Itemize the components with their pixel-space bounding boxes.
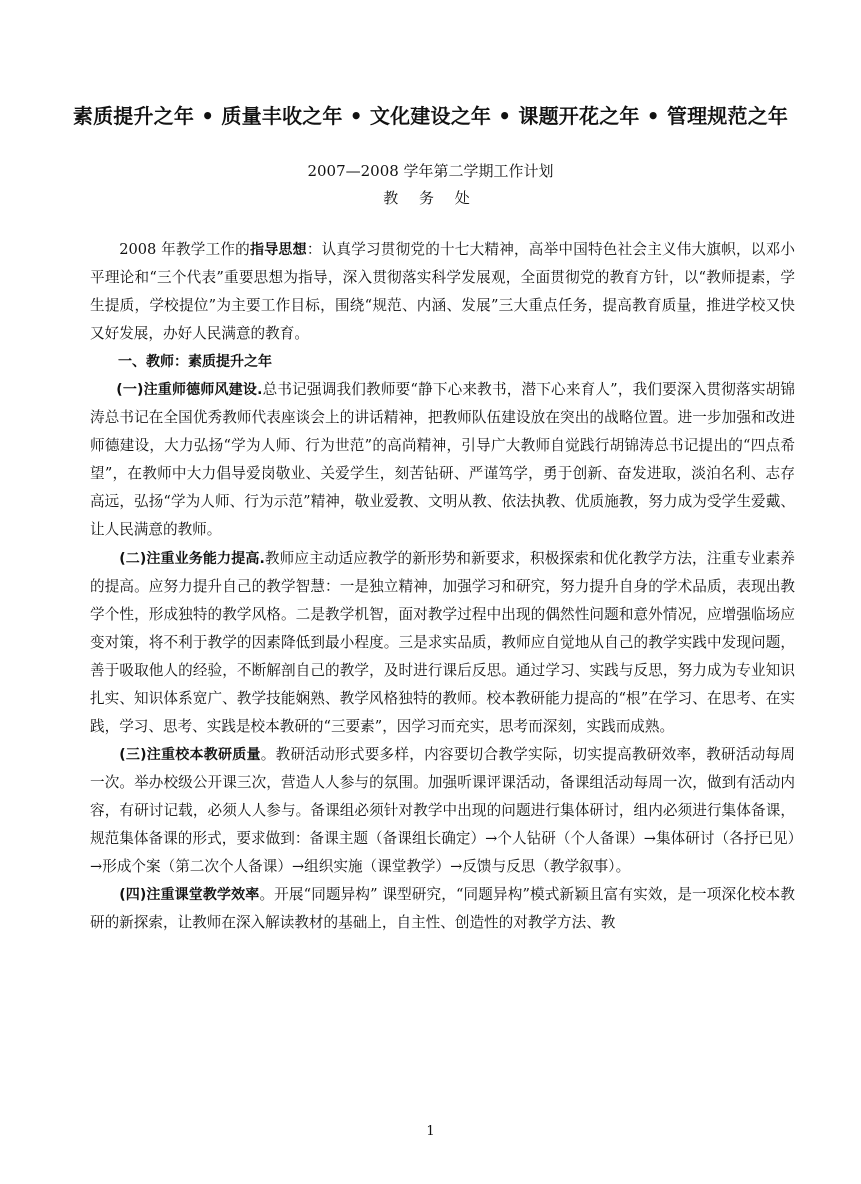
section-paragraph-4 xyxy=(90,881,795,937)
department-name: 教 务 处 xyxy=(383,189,478,207)
document-body xyxy=(90,236,795,937)
section-4-text: 。开展“同题异构” 课型研究，“同题异构”模式新颖且富有实效，是一项深化校本教研的新探索，让教师在深入解读教材的基础上，自主性、创造性的对教学方法、教 xyxy=(90,886,795,932)
section-1-label: (一)注重师德师风建设. xyxy=(116,382,263,399)
document-subtitle: 2007—2008 学年第二学期工作计划 xyxy=(307,162,554,180)
page-number: 1 xyxy=(426,1124,435,1139)
section-3-label: (三)注重校本教研质量 xyxy=(119,746,261,763)
section-1-text: 总书记强调我们教师要“静下心来教书，潜下心来育人”，我们要深入贯彻落实胡锦涛总书记在全国优秀教师代表座谈会上的讲话精神，把教师队伍建设放在突出的战略位置。进一步加强和改进师德建设，大力弘扬“学为人师、行为世范”的高尚精神，引导广大教师自觉践行胡锦涛总书记提出的“四点希望”，在教师中大力倡导爱岗敬业、关爱学生，刻苦钻研、严谨笃学，勇于创新、奋发进取，淡泊名利、志存高远，弘扬“学为人师、行为示范”精神，敬业爱教、文明从教、依法执教、优质施教，努力成为受学生爱戴、让人民满意的教师。 xyxy=(90,381,795,539)
intro-bold-term: 指导思想 xyxy=(249,242,307,258)
section-3-text: 。教研活动形式要多样，内容要切合教学实际，切实提高教研效率，教研活动每周一次。举办校级公开课三次，营造人人参与的氛围。加强听课评课活动，备课组活动每周一次，做到有活动内容，有研讨记载，必须人人参与。备课组必须针对教学中出现的问题进行集体研讨，组内必须进行集体备课，规范集体备课的形式，要求做到：备课主题（备课组长确定）→个人钻研（个人备课）→集体研讨（各抒已见）→形成个案（第二次个人备课）→组织实施（课堂教学）→反馈与反思（教学叙事）。 xyxy=(90,745,795,876)
section-heading: 一、教师：素质提升之年 xyxy=(118,354,272,371)
document-title: 素质提升之年 • 质量丰收之年 • 文化建设之年 • 课题开花之年 • 管理规范之年 xyxy=(72,104,789,128)
section-paragraph-2 xyxy=(90,545,795,741)
intro-paragraph xyxy=(90,236,795,348)
section-2-label: (二)注重业务能力提高. xyxy=(119,550,265,567)
intro-text: ：认真学习贯彻党的十七大精神，高举中国特色社会主义伟大旗帜，以邓小平理论和“三个代表”重要思想为指导，深入贯彻落实科学发展观，全面贯彻党的教育方针，以“教师提素，学生提质，学校提位”为主要工作目标，围绕“规范、内涵、发展”三大重点任务，提高教育质量，推进学校又快又好发展，办好人民满意的教育。 xyxy=(90,241,796,343)
section-paragraph-3 xyxy=(90,741,795,881)
section-2-text: 教师应主动适应教学的新形势和新要求，积极探索和优化教学方法，注重专业素养的提高。应努力提升自己的教学智慧：一是独立精神，加强学习和研究，努力提升自身的学术品质，表现出教学个性，形成独特的教学风格。二是教学机智，面对教学过程中出现的偶然性问题和意外情况，应增强临场应变对策，将不利于教学的因素降低到最小程度。三是求实品质，教师应自觉地从自己的教学实践中发现问题，善于吸取他人的经验，不断解剖自己的教学，及时进行课后反思。通过学习、实践与反思，努力成为专业知识扎实、知识体系宽广、教学技能娴熟、教学风格独特的教师。校本教研能力提高的“根”在学习、在思考、在实践，学习、思考、实践是校本教研的“三要素”，因学习而充实，思考而深刻，实践而成熟。 xyxy=(90,549,795,735)
section-paragraph-1 xyxy=(90,376,795,544)
section-4-label: (四)注重课堂教学效率 xyxy=(119,887,260,904)
intro-lead: 2008 年教学工作的 xyxy=(119,241,250,258)
